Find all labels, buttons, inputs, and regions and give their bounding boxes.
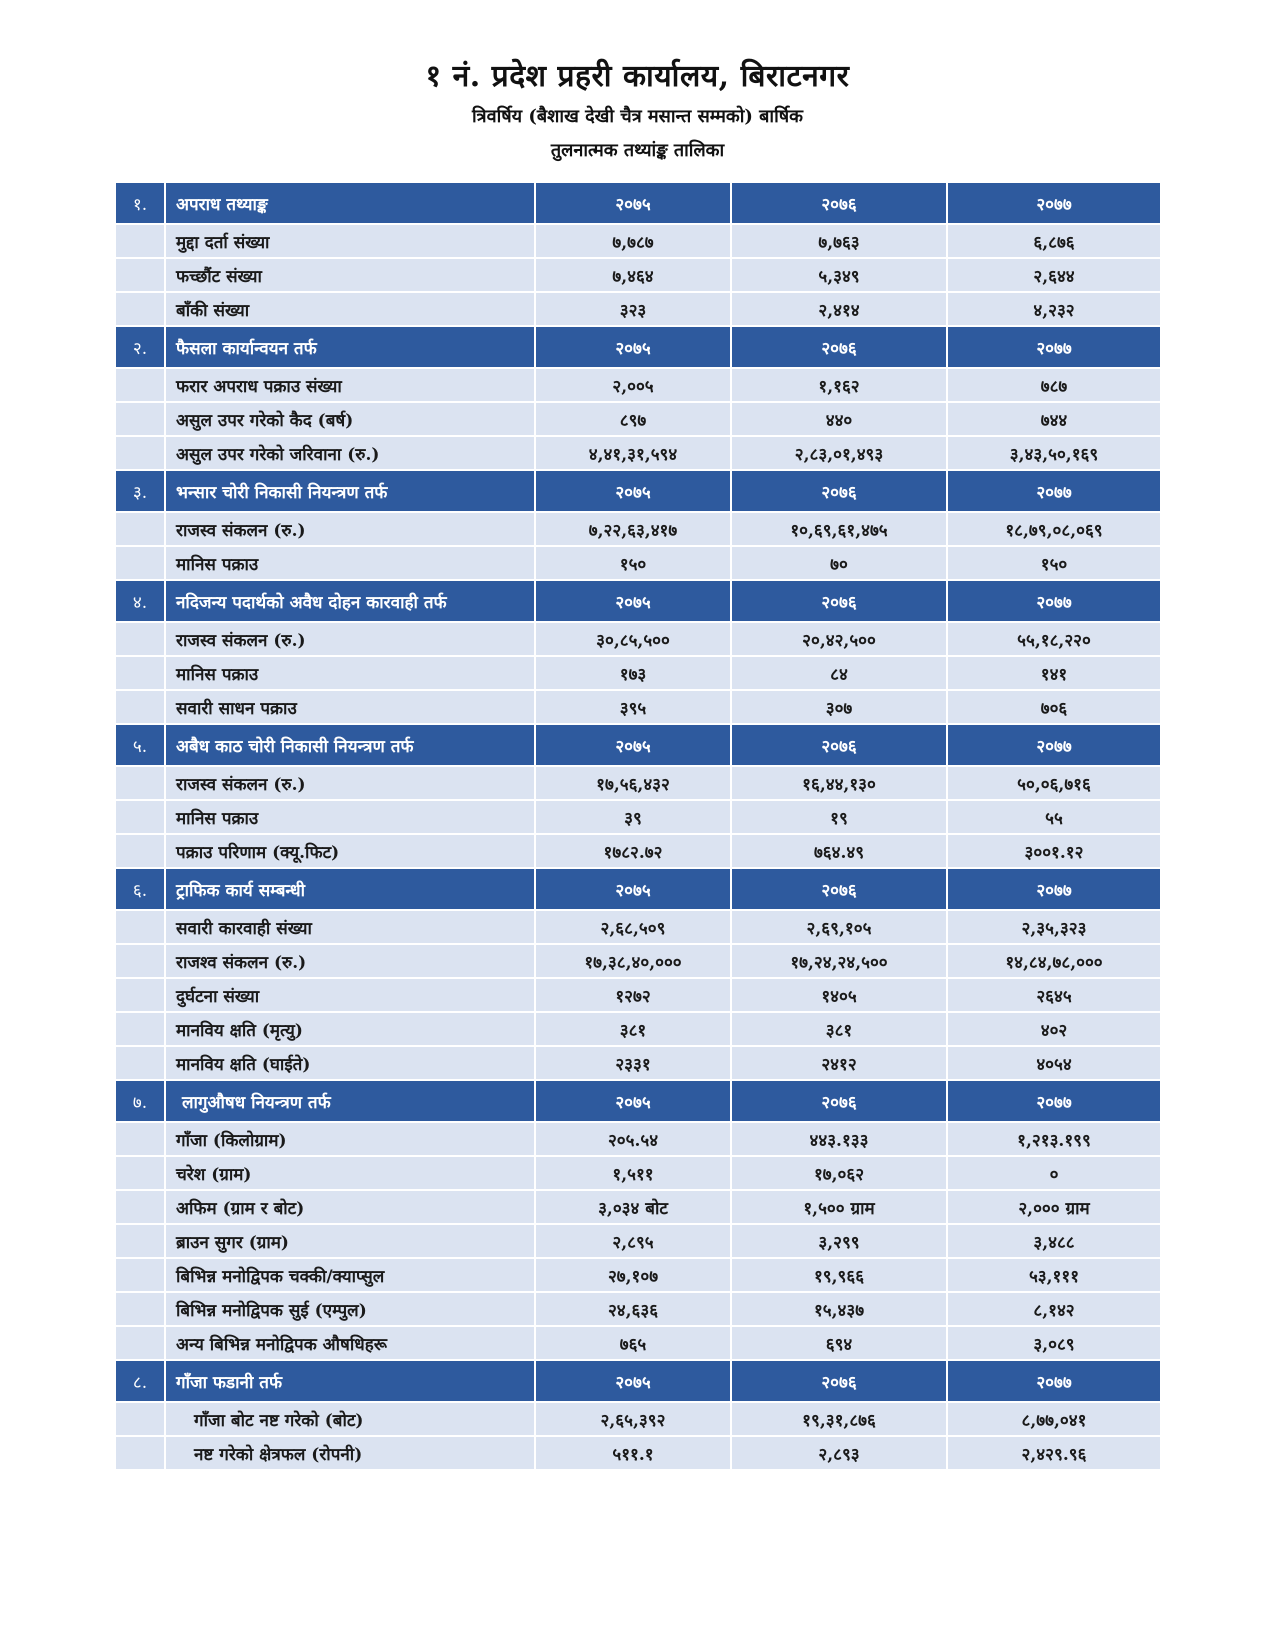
row-value: २७,१०७ [535,1258,731,1292]
statistics-table-container [114,181,1160,1471]
section-number: २. [115,326,165,368]
table-row [115,402,1161,436]
year-header: २०७६ [731,580,947,622]
row-value: ७६४.४९ [731,834,947,868]
year-header: २०७७ [947,724,1161,766]
row-value: १७,५६,४३२ [535,766,731,800]
year-header: २०७५ [535,724,731,766]
row-value: ७,४६४ [535,258,731,292]
section-number: ३. [115,470,165,512]
table-row [115,1292,1161,1326]
row-number-cell [115,402,165,436]
row-value: ५५,१८,२२० [947,622,1161,656]
section-title: नदिजन्य पदार्थको अवैध दोहन कारवाही तर्फ [165,580,535,622]
row-value: ७६५ [535,1326,731,1360]
row-value: १,२१३.१९९ [947,1122,1161,1156]
section-number: १. [115,182,165,224]
row-value: २,८३,०१,४९३ [731,436,947,470]
row-value: ३२३ [535,292,731,326]
row-label: बिभिन्न मनोद्विपक चक्की/क्याप्सुल [165,1258,535,1292]
table-row [115,978,1161,1012]
row-label: ब्राउन सुगर (ग्राम) [165,1224,535,1258]
row-value: २,००५ [535,368,731,402]
row-value: ३,०८९ [947,1326,1161,1360]
row-value: १४१ [947,656,1161,690]
row-number-cell [115,1012,165,1046]
row-value: १५,४३७ [731,1292,947,1326]
table-row [115,1224,1161,1258]
table-row [115,292,1161,326]
section-title: ट्राफिक कार्य सम्बन्धी [165,868,535,910]
year-header: २०७५ [535,182,731,224]
table-row [115,1046,1161,1080]
row-value: ३९५ [535,690,731,724]
row-value: ५५ [947,800,1161,834]
row-number-cell [115,800,165,834]
year-header: २०७६ [731,1360,947,1402]
year-header: २०७६ [731,326,947,368]
year-header: २०७६ [731,1080,947,1122]
row-value: २,६८,५०९ [535,910,731,944]
section-title: लागुऔषध नियन्त्रण तर्फ [165,1080,535,1122]
row-value: १७,३८,४०,००० [535,944,731,978]
row-number-cell [115,834,165,868]
row-label: अन्य बिभिन्न मनोद्विपक औषधिहरू [165,1326,535,1360]
row-value: १७८२.७२ [535,834,731,868]
row-value: २,८९५ [535,1224,731,1258]
row-label: बिभिन्न मनोद्विपक सुई (एम्पुल) [165,1292,535,1326]
row-value: १२७२ [535,978,731,1012]
row-value: ८९७ [535,402,731,436]
row-value: ७,७६३ [731,224,947,258]
row-value: ८४ [731,656,947,690]
row-value: २,८९३ [731,1436,947,1470]
row-number-cell [115,944,165,978]
row-number-cell [115,292,165,326]
table-row [115,1436,1161,1470]
table-body [115,182,1161,1470]
section-title: भन्सार चोरी निकासी नियन्त्रण तर्फ [165,470,535,512]
row-number-cell [115,512,165,546]
year-header: २०७७ [947,1080,1161,1122]
year-header: २०७६ [731,724,947,766]
section-title: अबैध काठ चोरी निकासी नियन्त्रण तर्फ [165,724,535,766]
row-value: १७,२४,२४,५०० [731,944,947,978]
row-value: ३००१.१२ [947,834,1161,868]
row-label: मानिस पक्राउ [165,546,535,580]
row-value: ४,४१,३१,५९४ [535,436,731,470]
row-label: असुल उपर गरेको कैद (बर्ष) [165,402,535,436]
row-value: ६९४ [731,1326,947,1360]
row-number-cell [115,1292,165,1326]
row-number-cell [115,436,165,470]
row-value: १७,०६२ [731,1156,947,1190]
year-header: २०७५ [535,1360,731,1402]
row-value: २६४५ [947,978,1161,1012]
row-value: २,४२९.९६ [947,1436,1161,1470]
section-number: ५. [115,724,165,766]
row-label: पक्राउ परिणाम (क्यू.फिट) [165,834,535,868]
table-row [115,656,1161,690]
section-number: ८. [115,1360,165,1402]
table-row [115,690,1161,724]
row-number-cell [115,1436,165,1470]
row-value: ४०५४ [947,1046,1161,1080]
table-row [115,910,1161,944]
row-label: मानिस पक्राउ [165,800,535,834]
section-header-row [115,470,1161,512]
table-row [115,258,1161,292]
row-number-cell [115,1156,165,1190]
row-label: चरेश (ग्राम) [165,1156,535,1190]
row-value: २३३१ [535,1046,731,1080]
row-value: २४,६३६ [535,1292,731,1326]
row-number-cell [115,1326,165,1360]
row-value: ४४३.१३३ [731,1122,947,1156]
row-value: २४१२ [731,1046,947,1080]
row-label: मानविय क्षति (मृत्यु) [165,1012,535,1046]
row-label: मानविय क्षति (घाईते) [165,1046,535,1080]
section-header-row [115,182,1161,224]
row-value: २,६४४ [947,258,1161,292]
row-value: १,५०० ग्राम [731,1190,947,1224]
table-row [115,1326,1161,1360]
row-label: गाँजा (किलोग्राम) [165,1122,535,1156]
row-number-cell [115,766,165,800]
table-row [115,546,1161,580]
row-value: १७३ [535,656,731,690]
table-row [115,1190,1161,1224]
table-row [115,368,1161,402]
row-value: ७०६ [947,690,1161,724]
row-label: असुल उपर गरेको जरिवाना (रु.) [165,436,535,470]
row-label: फरार अपराध पक्राउ संख्या [165,368,535,402]
row-number-cell [115,910,165,944]
row-value: १९,९६६ [731,1258,947,1292]
year-header: २०७५ [535,868,731,910]
row-value: ६,८७६ [947,224,1161,258]
row-value: ३०७ [731,690,947,724]
year-header: २०७७ [947,868,1161,910]
year-header: २०७६ [731,182,947,224]
section-title: फैसला कार्यान्वयन तर्फ [165,326,535,368]
table-row [115,622,1161,656]
table-row [115,224,1161,258]
row-value: १४०५ [731,978,947,1012]
row-value: ४४० [731,402,947,436]
year-header: २०७७ [947,182,1161,224]
row-value: ७,७८७ [535,224,731,258]
table-row [115,1258,1161,1292]
row-value: ७४४ [947,402,1161,436]
section-header-row [115,1360,1161,1402]
row-value: १४,८४,७८,००० [947,944,1161,978]
row-value: ५०,०६,७१६ [947,766,1161,800]
row-label: मुद्दा दर्ता संख्या [165,224,535,258]
year-header: २०७७ [947,1360,1161,1402]
row-number-cell [115,1224,165,1258]
table-row [115,512,1161,546]
table-row [115,436,1161,470]
row-value: २०५.५४ [535,1122,731,1156]
table-row [115,834,1161,868]
row-label: फच्छौंट संख्या [165,258,535,292]
section-title: अपराध तथ्याङ्क [165,182,535,224]
row-label: दुर्घटना संख्या [165,978,535,1012]
row-value: ७० [731,546,947,580]
row-value: ० [947,1156,1161,1190]
row-value: ३९ [535,800,731,834]
section-number: ६. [115,868,165,910]
row-label: बाँकी संख्या [165,292,535,326]
row-value: ५३,१११ [947,1258,1161,1292]
row-value: ७८७ [947,368,1161,402]
row-value: ८,७७,०४१ [947,1402,1161,1436]
row-value: ४,२३२ [947,292,1161,326]
row-number-cell [115,368,165,402]
row-number-cell [115,224,165,258]
row-value: १५० [535,546,731,580]
row-value: २,००० ग्राम [947,1190,1161,1224]
row-value: २,४१४ [731,292,947,326]
row-number-cell [115,978,165,1012]
year-header: २०७५ [535,470,731,512]
row-value: २,६५,३९२ [535,1402,731,1436]
row-value: ३८१ [535,1012,731,1046]
row-value: १,१६२ [731,368,947,402]
year-header: २०७५ [535,1080,731,1122]
row-value: ३,४३,५०,१६९ [947,436,1161,470]
row-value: १८,७९,०८,०६९ [947,512,1161,546]
section-header-row [115,580,1161,622]
year-header: २०७७ [947,580,1161,622]
row-label: राजस्व संकलन (रु.) [165,622,535,656]
row-value: ३०,८५,५०० [535,622,731,656]
section-header-row [115,1080,1161,1122]
row-value: ५११.१ [535,1436,731,1470]
section-header-row [115,724,1161,766]
row-number-cell [115,1190,165,1224]
page-subtitle-line-1: त्रिवर्षिय (बैशाख देखी चैत्र मसान्त सम्मको) बार्षिक [472,106,803,127]
page-subtitle-line-2: तुलनात्मक तथ्यांङ्क तालिका [550,140,725,161]
table-row [115,1156,1161,1190]
row-value: ५,३४९ [731,258,947,292]
row-label: गाँजा बोट नष्ट गरेको (बोट) [165,1402,535,1436]
row-value: ३,०३४ बोट [535,1190,731,1224]
row-number-cell [115,1046,165,1080]
section-number: ४. [115,580,165,622]
comparative-statistics-table [114,181,1162,1471]
row-number-cell [115,546,165,580]
table-row [115,944,1161,978]
row-value: २०,४२,५०० [731,622,947,656]
row-label: अफिम (ग्राम र बोट) [165,1190,535,1224]
year-header: २०७६ [731,470,947,512]
row-label: सवारी कारवाही संख्या [165,910,535,944]
row-value: ३८१ [731,1012,947,1046]
row-label: राजश्व संकलन (रु.) [165,944,535,978]
row-label: नष्ट गरेको क्षेत्रफल (रोपनी) [165,1436,535,1470]
row-value: ३,२९९ [731,1224,947,1258]
row-value: २,६९,१०५ [731,910,947,944]
page-title: १ नं. प्रदेश प्रहरी कार्यालय, बिराटनगर [425,59,850,94]
row-number-cell [115,622,165,656]
row-value: १०,६९,६१,४७५ [731,512,947,546]
row-value: ३,४८८ [947,1224,1161,1258]
section-header-row [115,868,1161,910]
row-value: १९,३१,८७६ [731,1402,947,1436]
row-value: १५० [947,546,1161,580]
row-label: सवारी साधन पक्राउ [165,690,535,724]
year-header: २०७५ [535,580,731,622]
row-value: ७,२२,६३,४१७ [535,512,731,546]
row-value: २,३५,३२३ [947,910,1161,944]
row-value: १९ [731,800,947,834]
year-header: २०७७ [947,470,1161,512]
row-number-cell [115,1122,165,1156]
row-label: राजस्व संकलन (रु.) [165,512,535,546]
row-number-cell [115,690,165,724]
row-number-cell [115,258,165,292]
row-value: १६,४४,१३० [731,766,947,800]
row-value: ८,१४२ [947,1292,1161,1326]
table-row [115,766,1161,800]
row-number-cell [115,656,165,690]
year-header: २०७६ [731,868,947,910]
section-header-row [115,326,1161,368]
section-number: ७. [115,1080,165,1122]
row-number-cell [115,1402,165,1436]
row-value: १,५११ [535,1156,731,1190]
year-header: २०७७ [947,326,1161,368]
section-title: गाँजा फडानी तर्फ [165,1360,535,1402]
row-number-cell [115,1258,165,1292]
table-row [115,800,1161,834]
table-row [115,1402,1161,1436]
year-header: २०७५ [535,326,731,368]
row-label: मानिस पक्राउ [165,656,535,690]
row-label: राजस्व संकलन (रु.) [165,766,535,800]
row-value: ४०२ [947,1012,1161,1046]
table-row [115,1012,1161,1046]
table-row [115,1122,1161,1156]
